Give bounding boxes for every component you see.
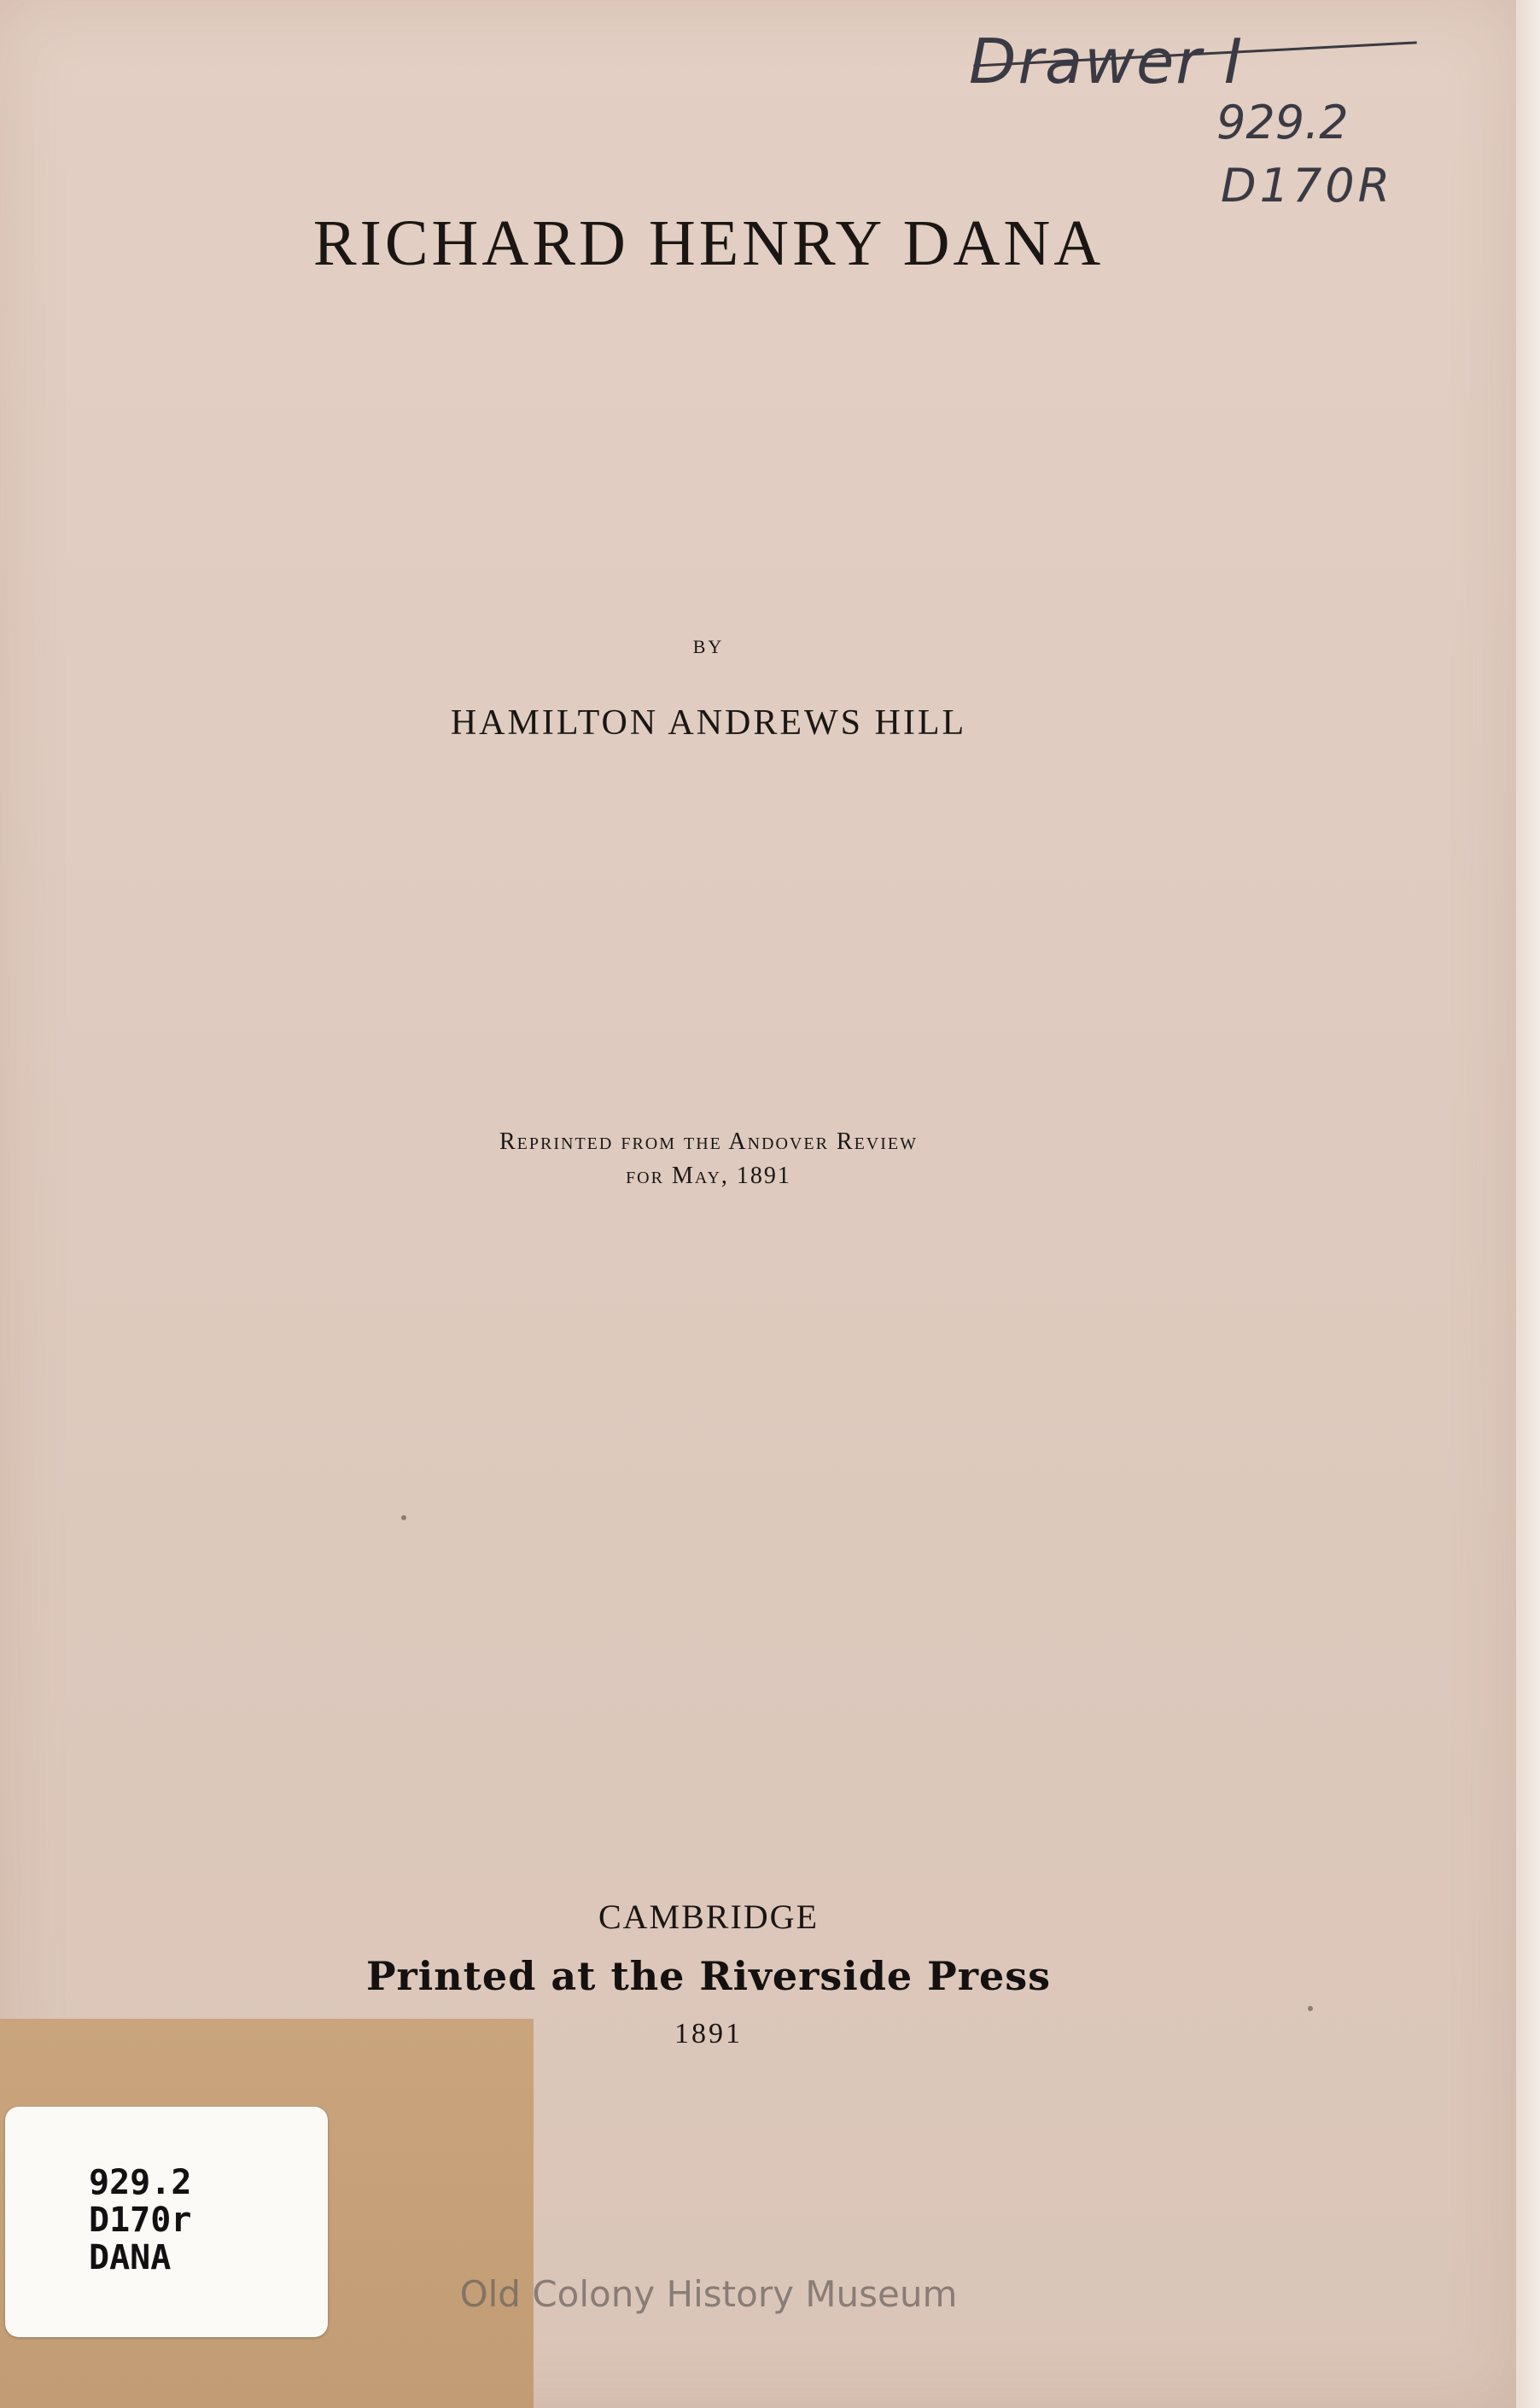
call-number-line-2: D170r <box>89 2201 192 2240</box>
byline: BY <box>692 636 725 657</box>
imprint-press: Printed at the Riverside Press <box>365 1953 1052 1999</box>
reprint-line-1: Reprinted from the Andover Review <box>499 1128 918 1155</box>
imprint-year: 1891 <box>674 2018 743 2049</box>
call-number-line-3: DANA <box>89 2238 172 2277</box>
paper-speck <box>401 1515 406 1520</box>
handwritten-class-number: 929.2 <box>1216 96 1349 149</box>
reprint-note <box>0 1125 1417 1193</box>
document-title: RICHARD HENRY DANA <box>312 207 1105 279</box>
handwritten-drawer-note: Drawer I <box>969 26 1245 97</box>
handwritten-cutter-number: D170R <box>1221 159 1394 213</box>
call-number-line-1: 929.2 <box>89 2163 192 2202</box>
author-name: HAMILTON ANDREWS HILL <box>450 703 967 743</box>
imprint-city: CAMBRIDGE <box>598 1898 820 1936</box>
reprint-line-2: for May, 1891 <box>626 1163 791 1189</box>
call-number-text <box>89 2164 191 2277</box>
paper-speck <box>1308 2006 1313 2011</box>
museum-watermark: Old Colony History Museum <box>459 2273 958 2315</box>
